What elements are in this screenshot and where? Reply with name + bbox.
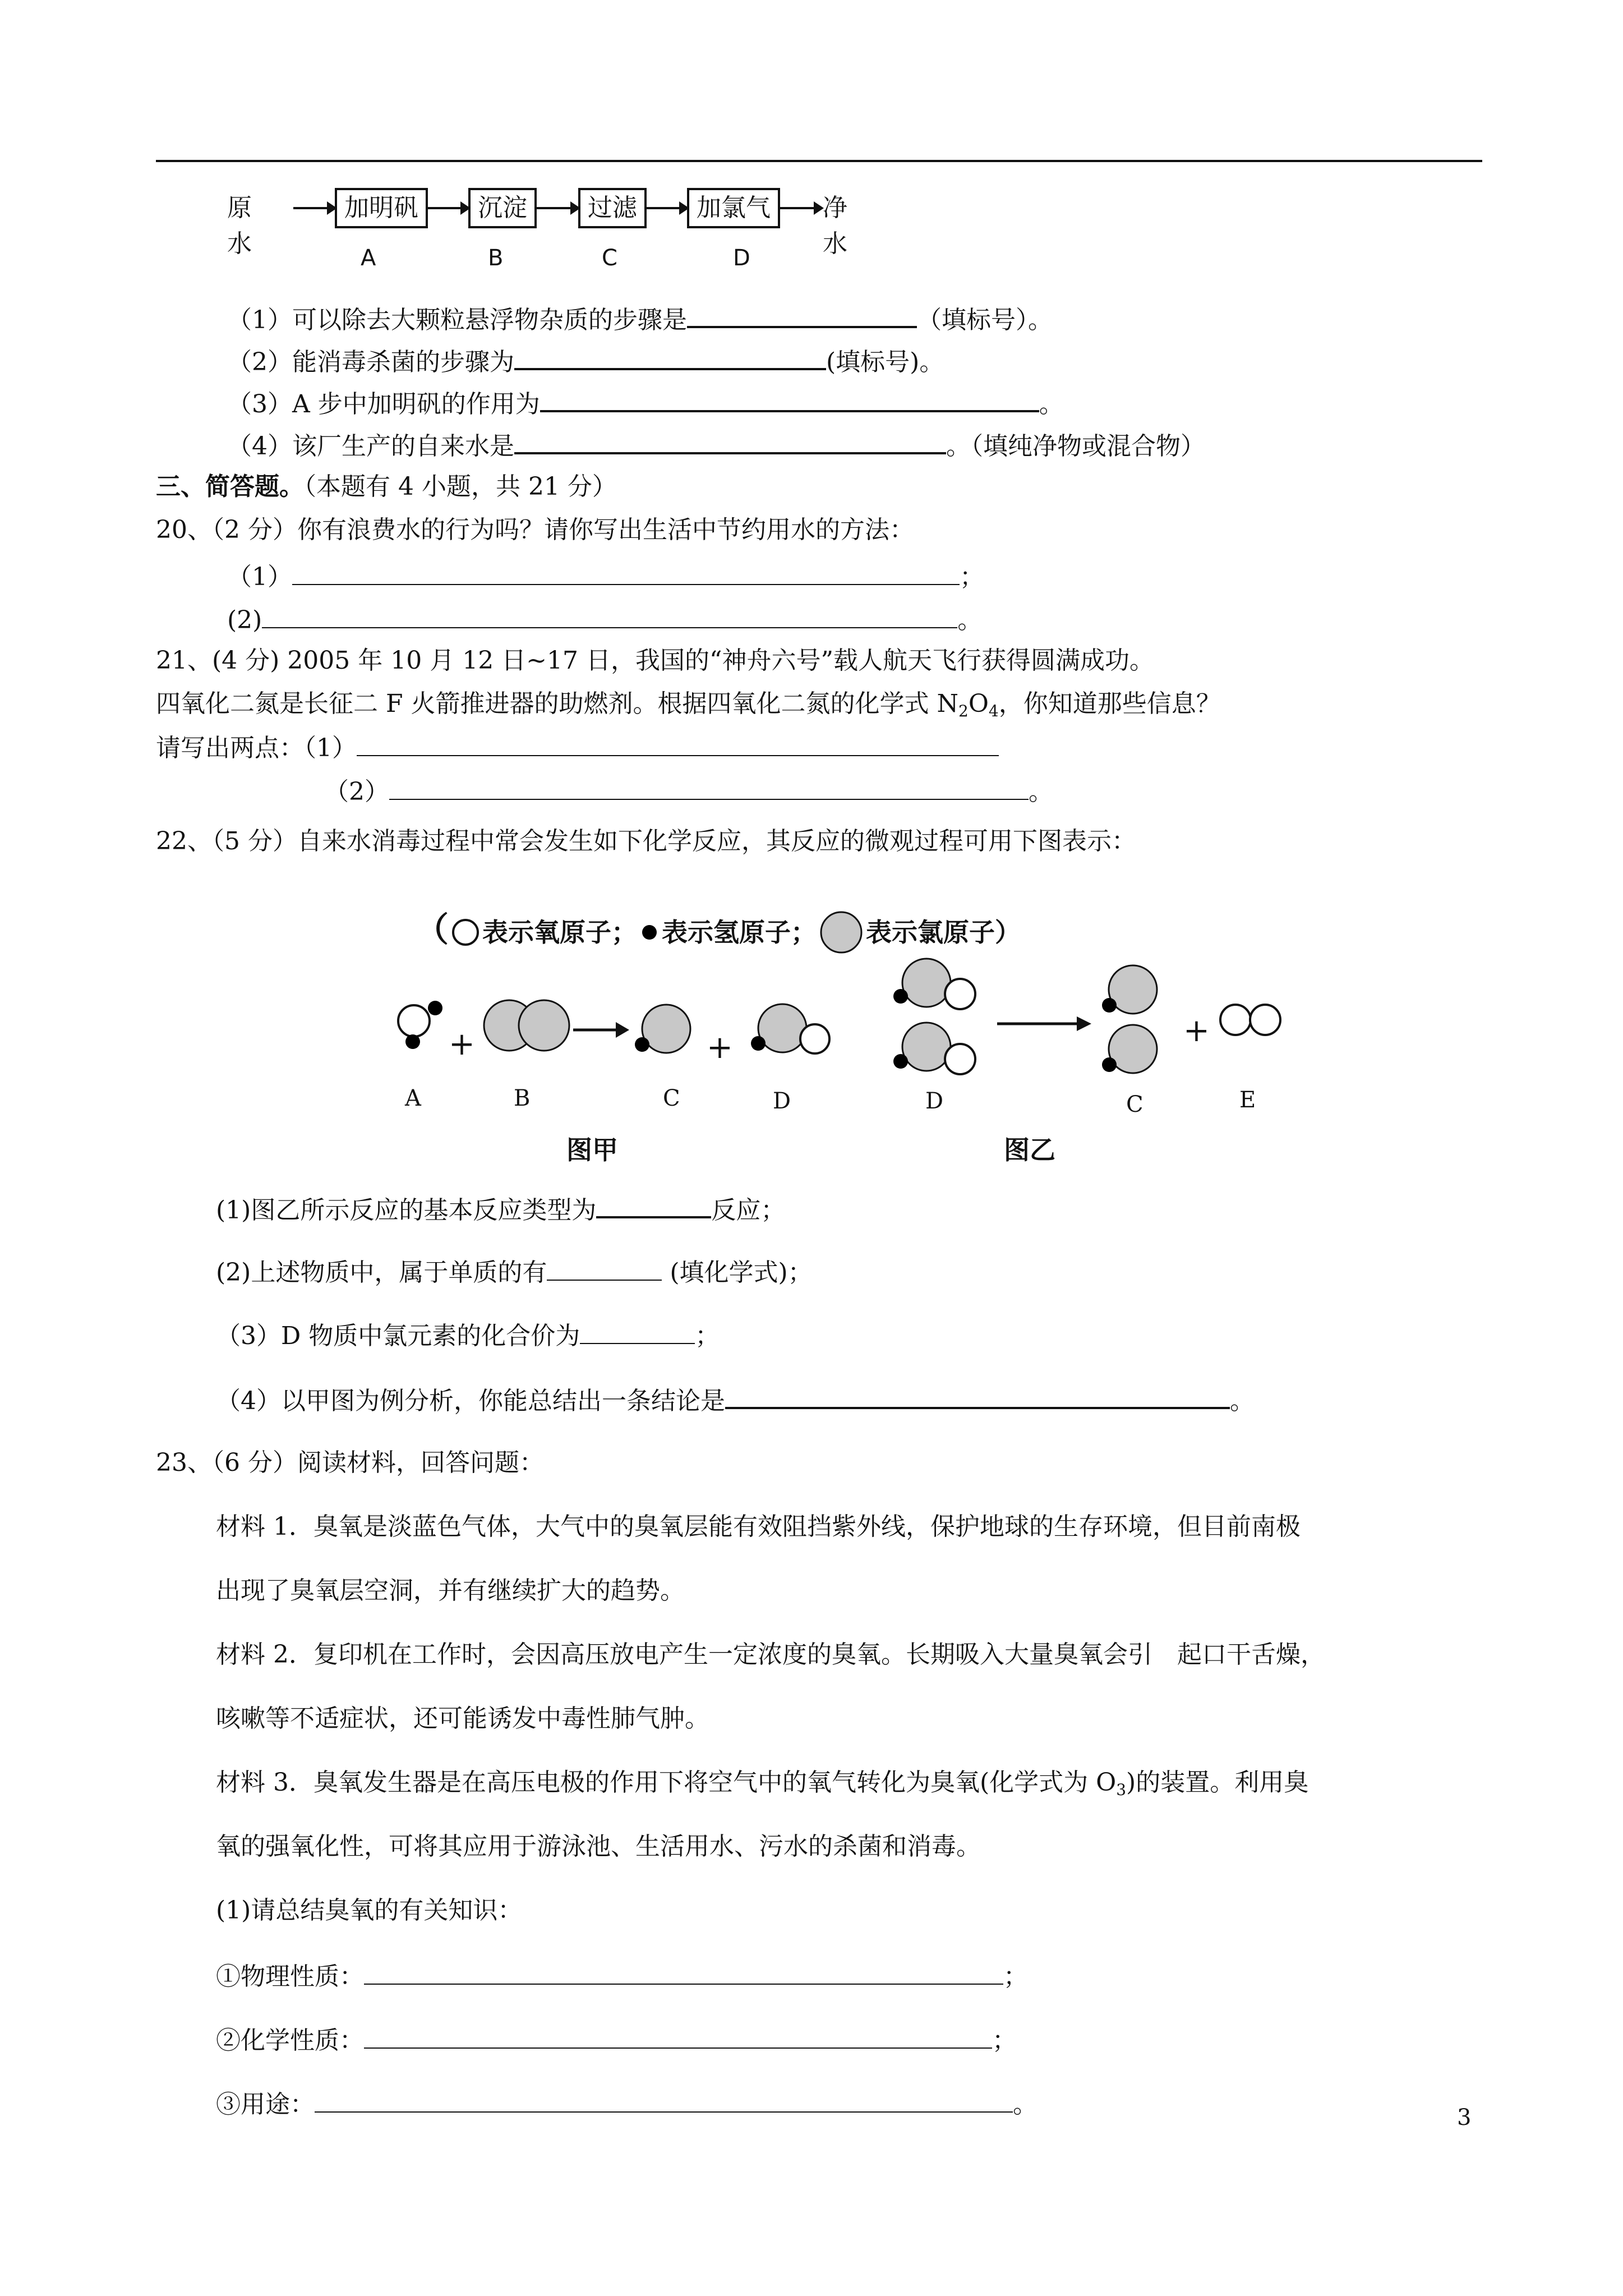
reaction-arrow <box>573 1022 629 1038</box>
q20-end-2: 。 <box>957 606 983 634</box>
flow-end: 净水 <box>823 194 847 258</box>
section-note: （本题有 4 小题，共 21 分） <box>304 472 617 501</box>
chemical-property-label: ②化学性质： <box>216 2026 364 2055</box>
q19-item-1-text: （1）可以除去大颗粒悬浮物杂质的步骤是 <box>227 306 687 334</box>
flow-step-b: 沉淀 <box>468 188 537 228</box>
molecule-c <box>635 1005 690 1053</box>
q20-end-1: ； <box>960 563 984 591</box>
molecule-a <box>398 1001 442 1049</box>
answer-blank[interactable] <box>364 1958 1003 1985</box>
physical-property-end: ； <box>1003 1962 1028 1991</box>
q21-text: 四氧化二氮是长征二 F 火箭推进器的助燃剂。根据四氧化二氮的化学式 N <box>156 689 958 718</box>
oxygen-atom-icon <box>449 917 482 946</box>
molecule-d <box>751 1004 829 1053</box>
legend-oxygen: 表示氧原子； <box>482 917 637 947</box>
answer-blank[interactable] <box>547 1254 662 1281</box>
q22-item-1-text: (1)图乙所示反应的基本反应类型为 <box>216 1196 597 1225</box>
q20-label-1: （1） <box>227 563 292 591</box>
q22-legend <box>415 909 1021 954</box>
figure-caption-yi: 图乙 <box>1004 1135 1055 1165</box>
figure-caption-jia: 图甲 <box>566 1135 618 1165</box>
usage-end: 。 <box>1013 2090 1038 2119</box>
answer-blank[interactable] <box>580 1317 695 1344</box>
label-c-yi: C <box>1126 1092 1144 1117</box>
flow-step-d: 加氯气 <box>687 188 780 228</box>
q21-label-1: 请写出两点：（1） <box>156 734 357 762</box>
flow-arrow <box>647 207 686 209</box>
label-e: E <box>1239 1087 1256 1113</box>
molecule-c-pair <box>1102 965 1157 1073</box>
q23-item-1: (1)请总结臭氧的有关知识： <box>216 1896 523 1925</box>
flow-arrow <box>537 207 577 209</box>
answer-blank[interactable] <box>514 426 946 454</box>
q21-formula-line <box>156 687 1221 721</box>
answer-blank[interactable] <box>514 342 826 370</box>
flow-letter-a: A <box>361 245 376 271</box>
flow-step-a: 加明矾 <box>335 188 428 228</box>
q23-stem: 23、（6 分）阅读材料，回答问题： <box>156 1448 544 1477</box>
material-1-line-2: 出现了臭氧层空洞，并有继续扩大的趋势。 <box>216 1576 685 1605</box>
label-c: C <box>663 1085 680 1111</box>
q19-item-4-suffix: 。（填纯净物或混合物） <box>946 432 1205 461</box>
q23-chemical-property <box>216 2022 1017 2058</box>
q22-item-3-text: （3）D 物质中氯元素的化合价为 <box>216 1322 580 1350</box>
flow-start: 原水 <box>227 194 252 258</box>
reaction-arrow <box>997 1016 1091 1031</box>
answer-blank[interactable] <box>687 300 917 328</box>
answer-blank[interactable] <box>262 601 957 628</box>
q20-label-2: (2) <box>227 606 262 634</box>
answer-blank[interactable] <box>725 1381 1230 1409</box>
q19-item-3-text: （3）A 步中加明矾的作用为 <box>227 390 540 418</box>
q22-item-4-suffix: 。 <box>1230 1387 1255 1415</box>
answer-blank[interactable] <box>364 2022 992 2049</box>
flow-letter-d: D <box>733 245 750 271</box>
q21-answer-1 <box>156 729 999 765</box>
flow-letter-c: C <box>602 245 617 271</box>
q20-answer-2 <box>227 601 982 637</box>
molecule-b <box>484 1000 569 1051</box>
q19-item-1 <box>227 300 1053 337</box>
chlorine-atom-icon <box>817 909 866 954</box>
page-number: 3 <box>1457 2105 1472 2131</box>
q22-item-2-suffix: (填化学式)； <box>662 1258 813 1287</box>
answer-blank[interactable] <box>292 558 960 585</box>
answer-blank[interactable] <box>596 1190 711 1218</box>
q19-item-4-text: （4）该厂生产的自来水是 <box>227 432 514 461</box>
q21-text: O <box>968 689 989 718</box>
q19-item-2-text: （2）能消毒杀菌的步骤为 <box>227 348 514 376</box>
molecule-d-pair <box>893 959 975 1074</box>
header-rule <box>156 160 1482 162</box>
label-a: A <box>405 1085 421 1111</box>
q21-stem: 21、(4 分) 2005 年 10 月 12 日~17 日，我国的“神舟六号”载人航天飞行获得圆满成功。 <box>156 646 1154 675</box>
answer-blank[interactable] <box>389 773 1029 800</box>
material-2-line-1: 材料 2．复印机在工作时，会因高压放电产生一定浓度的臭氧。长期吸入大量臭氧会引 起口干舌燥， <box>216 1640 1325 1669</box>
q19-item-2-suffix: (填标号)。 <box>826 348 944 376</box>
q21-text: ，你知道那些信息？ <box>998 689 1221 718</box>
plus-sign: + <box>449 1026 475 1062</box>
q19-item-4 <box>227 426 1205 463</box>
answer-blank[interactable] <box>315 2086 1013 2113</box>
flow-arrow <box>780 207 820 209</box>
subscript: 2 <box>958 702 969 720</box>
q22-stem: 22、（5 分）自来水消毒过程中常会发生如下化学反应，其反应的微观过程可用下图表示： <box>156 827 1136 855</box>
q22-item-2 <box>216 1254 813 1290</box>
q19-item-2 <box>227 342 944 379</box>
q22-item-3-suffix: ； <box>695 1322 720 1350</box>
material-3-text: )的装置。利用臭 <box>1126 1768 1309 1797</box>
plus-sign: + <box>1183 1013 1210 1049</box>
label-d: D <box>773 1088 791 1114</box>
q20-stem: 20、（2 分）你有浪费水的行为吗？请你写出生活中节约用水的方法： <box>156 516 914 544</box>
q23-physical-property <box>216 1958 1028 1994</box>
label-d-yi: D <box>925 1088 944 1114</box>
q19-item-1-suffix: （填标号）。 <box>917 306 1053 334</box>
molecule-e <box>1220 1005 1280 1035</box>
q21-label-2: （2） <box>324 777 389 806</box>
section-title: 三、简答题。 <box>156 472 304 501</box>
subscript: 3 <box>1116 1780 1127 1799</box>
hydrogen-atom-icon <box>637 917 662 946</box>
physical-property-label: ①物理性质： <box>216 1962 364 1991</box>
q20-answer-1 <box>227 558 984 594</box>
usage-label: ③用途： <box>216 2090 315 2119</box>
chemical-property-end: ； <box>992 2026 1017 2055</box>
plus-sign: + <box>707 1029 733 1066</box>
legend-chlorine: 表示氯原子） <box>866 917 1021 947</box>
flow-arrow <box>428 207 467 209</box>
label-b: B <box>514 1085 531 1111</box>
q22-item-4-text: （4）以甲图为例分析，你能总结出一条结论是 <box>216 1387 725 1415</box>
q19-item-3 <box>227 384 1064 421</box>
q23-usage <box>216 2086 1038 2122</box>
material-3-text: 材料 3．臭氧发生器是在高压电极的作用下将空气中的氧气转化为臭氧(化学式为 O <box>216 1768 1117 1797</box>
answer-blank[interactable] <box>357 729 999 756</box>
material-1-line-1: 材料 1．臭氧是淡蓝色气体，大气中的臭氧层能有效阻挡紫外线，保护地球的生存环境，但目前南极 <box>216 1512 1301 1541</box>
flow-step-c: 过滤 <box>578 188 647 228</box>
material-3-line-2: 氧的强氧化性，可将其应用于游泳池、生活用水、污水的杀菌和消毒。 <box>216 1832 981 1861</box>
flow-arrow <box>293 207 334 209</box>
legend-hydrogen: 表示氢原子； <box>662 917 817 947</box>
flow-letter-b: B <box>488 245 504 271</box>
q22-item-1-suffix: 反应； <box>711 1196 786 1225</box>
section-3-heading <box>156 470 617 504</box>
q21-end-2: 。 <box>1029 777 1053 806</box>
q22-item-4 <box>216 1381 1255 1418</box>
q22-item-1 <box>216 1190 785 1227</box>
answer-blank[interactable] <box>540 384 1039 412</box>
subscript: 4 <box>988 702 999 720</box>
q22-item-3 <box>216 1317 720 1353</box>
q21-answer-2 <box>324 773 1053 809</box>
q22-item-2-text: (2)上述物质中，属于单质的有 <box>216 1258 547 1287</box>
material-3-line-1 <box>216 1766 1308 1800</box>
q19-item-3-suffix: 。 <box>1039 390 1064 418</box>
legend-paren: （ <box>415 910 449 950</box>
material-2-line-2: 咳嗽等不适症状，还可能诱发中毒性肺气肿。 <box>216 1704 709 1733</box>
